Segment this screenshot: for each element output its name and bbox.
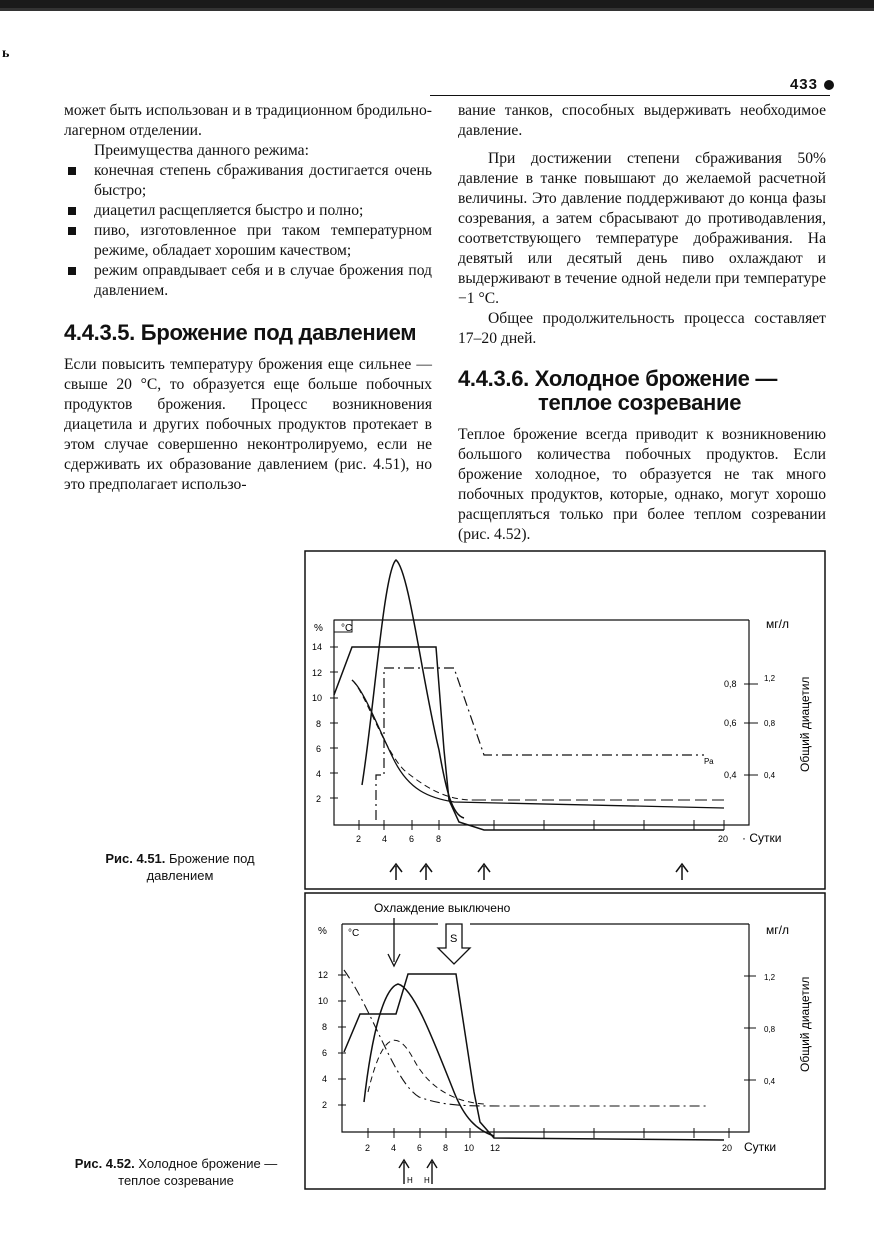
right-tick-a: 0,4	[724, 770, 737, 780]
y-tick-label: 12	[318, 970, 329, 980]
left-unit-2: °C	[341, 623, 353, 634]
section-title-4-4-3-5: 4.4.3.5. Брожение под давлением	[64, 320, 417, 345]
right-axis-title: Общий диацетил	[798, 976, 812, 1072]
right-tick-b: 0,4	[764, 771, 776, 780]
left-unit: %	[318, 926, 327, 937]
x-tick-label: 6	[409, 834, 415, 844]
y-tick-label: 4	[322, 1074, 328, 1084]
pressure-label: Ра	[704, 757, 714, 766]
x-axis-label: Сутки	[744, 1140, 777, 1154]
right-axis-title: Общий диацетил	[798, 676, 812, 772]
binding-mark: ь	[2, 46, 10, 61]
x-tick-label: 6	[417, 1143, 423, 1153]
plot-axes	[334, 620, 749, 825]
left-column	[64, 101, 432, 495]
section-title-line-1: 4.4.3.6. Холодное брожение —	[458, 366, 778, 391]
right-unit: мг/л	[766, 923, 789, 937]
right-column	[458, 101, 826, 545]
caption-figure-4-51: Рис. 4.51. Брожение под давлением	[105, 851, 255, 883]
arrow-label: Н	[407, 1176, 413, 1185]
page-number-dot-icon	[824, 80, 834, 90]
up-arrow-icon	[676, 864, 688, 880]
page-number: 433	[790, 76, 834, 93]
y-tick-label: 8	[322, 1022, 328, 1032]
down-arrow-icon	[388, 918, 400, 966]
left-unit-2: °C	[348, 928, 360, 939]
right-tick-a: 0,6	[724, 718, 737, 728]
right-unit: мг/л	[766, 617, 789, 631]
x-ticks	[356, 820, 781, 845]
x-tick-label: 8	[436, 834, 442, 844]
s-marker: S	[450, 933, 458, 945]
y-tick-label: 2	[322, 1100, 328, 1110]
section-text-4-4-3-5: Если повысить температуру брожения еще сильнее — свыше 20 °С, то образуется еще больше побочных продуктов брожения. Процесс возникновения диацетила и других побочных продуктов протекает в этом случае совершенно неконтролируемо, если не сдерживать их образование давлением (рис. 4.51), но это предполагает использо-	[64, 356, 432, 493]
x-tick-label: 2	[365, 1143, 371, 1153]
y-tick-label: 8	[316, 719, 322, 729]
x-axis-label: · Сутки	[742, 831, 782, 845]
figure-4-51	[304, 550, 826, 890]
x-tick-label: 20	[722, 1143, 733, 1153]
x-tick-label: 8	[443, 1143, 449, 1153]
list-item: диацетил расщепляется быстро и полно;	[64, 201, 432, 221]
arrow-markers	[399, 1160, 437, 1185]
arrow-markers	[390, 864, 688, 880]
advantages-intro: Преимущества данного режима:	[94, 142, 309, 159]
x-tick-label: 4	[391, 1143, 397, 1153]
y-tick-label: 10	[318, 996, 329, 1006]
plot-axes	[342, 924, 749, 1132]
section-title-4-4-3-6	[458, 367, 826, 415]
up-arrow-icon	[420, 864, 432, 880]
right-tick-b: 0,8	[764, 719, 776, 728]
list-item: пиво, изготовленное при таком температурном режиме, обладает хорошим качеством;	[64, 221, 432, 261]
diacetyl-curve	[368, 1040, 484, 1104]
left-continuation: может быть использован и в традиционном бродильно-лагерном отделении.	[64, 102, 432, 139]
list-item: режим оправдывает себя и в случае брожения под давлением.	[64, 261, 432, 301]
pressure-curve	[376, 668, 704, 820]
extract-curve	[344, 970, 709, 1106]
temperature-curve	[334, 647, 724, 830]
diacetyl-curve	[352, 680, 474, 800]
caption-figure-4-52: Рис. 4.52. Холодное брожение — теплое созревание	[74, 1156, 278, 1188]
y-ticks-right	[724, 674, 776, 780]
right-tick: 0,8	[764, 1025, 776, 1034]
right-paragraph-2: Общее продолжительность процесса составляет 17–20 дней.	[458, 310, 826, 347]
yeast-curve	[362, 560, 464, 818]
left-unit: %	[314, 623, 323, 634]
figure-4-52	[304, 892, 826, 1190]
x-tick-label: 20	[718, 834, 729, 844]
top-border	[0, 0, 874, 8]
x-tick-label: 12	[490, 1143, 501, 1153]
y-tick-label: 12	[312, 668, 323, 678]
extract-curve	[352, 680, 724, 808]
y-tick-label: 2	[316, 794, 322, 804]
header-rule	[430, 95, 830, 96]
up-arrow-icon	[478, 864, 490, 880]
advantages-list	[64, 161, 432, 301]
right-tick-b: 1,2	[764, 674, 776, 683]
up-arrow-icon	[390, 864, 402, 880]
section-text-4-4-3-6: Теплое брожение всегда приводит к возникновению большого количества побочных продуктов. Если брожение холодное, то образуется не так много побочных продуктов, которые, однако, могут хорошо расщепляться только при более теплом созревании (рис. 4.52).	[458, 426, 826, 543]
x-tick-label: 4	[382, 834, 388, 844]
section-title-line-2: теплое созревание	[538, 390, 742, 415]
right-continuation: вание танков, способных выдерживать необходимое давление.	[458, 102, 826, 139]
y-tick-label: 4	[316, 769, 322, 779]
right-tick: 1,2	[764, 973, 776, 982]
arrow-label: Н	[424, 1176, 430, 1185]
x-tick-label: 10	[464, 1143, 475, 1153]
top-border-secondary	[0, 8, 874, 11]
temperature-curve	[344, 974, 724, 1140]
y-tick-label: 6	[322, 1048, 328, 1058]
y-tick-label: 10	[312, 693, 323, 703]
yeast-curve	[364, 984, 494, 1136]
right-paragraph-1: При достижении степени сбраживания 50% давление в танке повышают до желаемой расчетной величины. Это давление поддерживают до конца фазы созревания, а затем сбрасывают до противодавления, соответствующего температуре дображивания. На девятый или десятый день пиво охлаждают и выдерживают в течение одной недели при температуре −1 °С.	[458, 150, 826, 307]
x-tick-label: 2	[356, 834, 362, 844]
top-annotation: Охлаждение выключено	[374, 901, 511, 915]
y-tick-label: 6	[316, 744, 322, 754]
right-tick-a: 0,8	[724, 679, 737, 689]
right-tick: 0,4	[764, 1077, 776, 1086]
y-tick-label: 14	[312, 642, 323, 652]
list-item: конечная степень сбраживания достигается очень быстро;	[64, 161, 432, 201]
